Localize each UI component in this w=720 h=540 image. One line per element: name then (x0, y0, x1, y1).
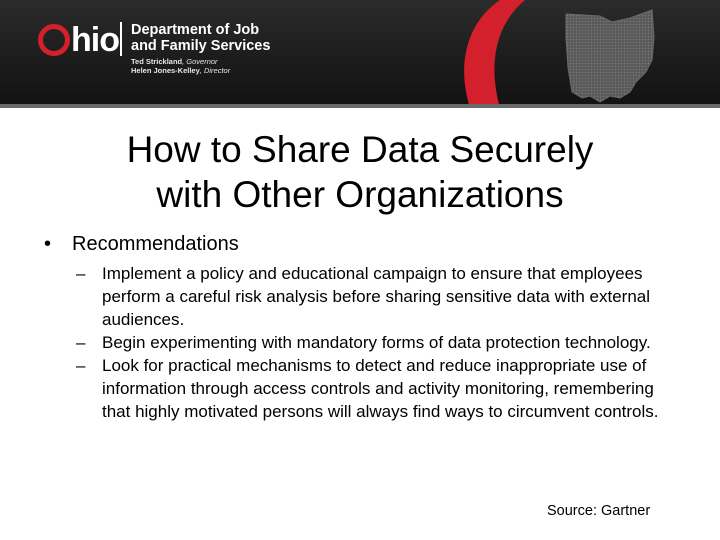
governor-line (131, 57, 230, 66)
sub-bullet-item (44, 262, 682, 331)
slide-title-line1: How to Share Data Securely (126, 129, 594, 170)
ohio-state-map-icon (560, 8, 670, 104)
dash-bullet-icon: – (76, 264, 86, 283)
header-banner (0, 0, 720, 108)
slide-title-line2: with Other Organizations (156, 174, 564, 215)
source-citation: Source: Gartner (547, 503, 651, 519)
slide-body (44, 232, 684, 423)
director-line (131, 66, 230, 75)
sub-bullet-list (44, 262, 684, 423)
bullet-dot-icon: • (44, 233, 52, 255)
ohio-logo-o-icon (38, 24, 70, 56)
ohio-logo-text: hio (71, 21, 119, 59)
sub-bullet-text: Begin experimenting with mandatory forms of data protection technology. (102, 333, 651, 352)
bullet-recommendations (44, 232, 684, 256)
dash-bullet-icon: – (76, 356, 86, 375)
logo-divider (120, 22, 122, 56)
department-name-line2: and Family Services (131, 38, 271, 54)
governor-title: , Governor (182, 57, 218, 66)
slide-title (60, 127, 660, 217)
officials (131, 57, 230, 75)
bullet-text: Recommendations (72, 233, 239, 255)
department-name-line1: Department of Job (131, 22, 260, 38)
dash-bullet-icon: – (76, 333, 86, 352)
sub-bullet-item (44, 354, 682, 423)
sub-bullet-item (44, 331, 682, 354)
header-divider-line (0, 104, 720, 108)
ohio-logo (38, 20, 119, 60)
director-name: Helen Jones-Kelley (131, 66, 200, 75)
department-name (131, 22, 270, 54)
governor-name: Ted Strickland (131, 57, 183, 66)
director-title: , Director (199, 66, 231, 75)
sub-bullet-text: Look for practical mechanisms to detect and reduce inappropriate use of information through access controls and activity monitoring, remembering that highly motivated persons will always find ways to circumvent controls. (102, 356, 659, 421)
sub-bullet-text: Implement a policy and educational campaign to ensure that employees perform a careful risk analysis before sharing sensitive data with external audiences. (102, 264, 651, 329)
